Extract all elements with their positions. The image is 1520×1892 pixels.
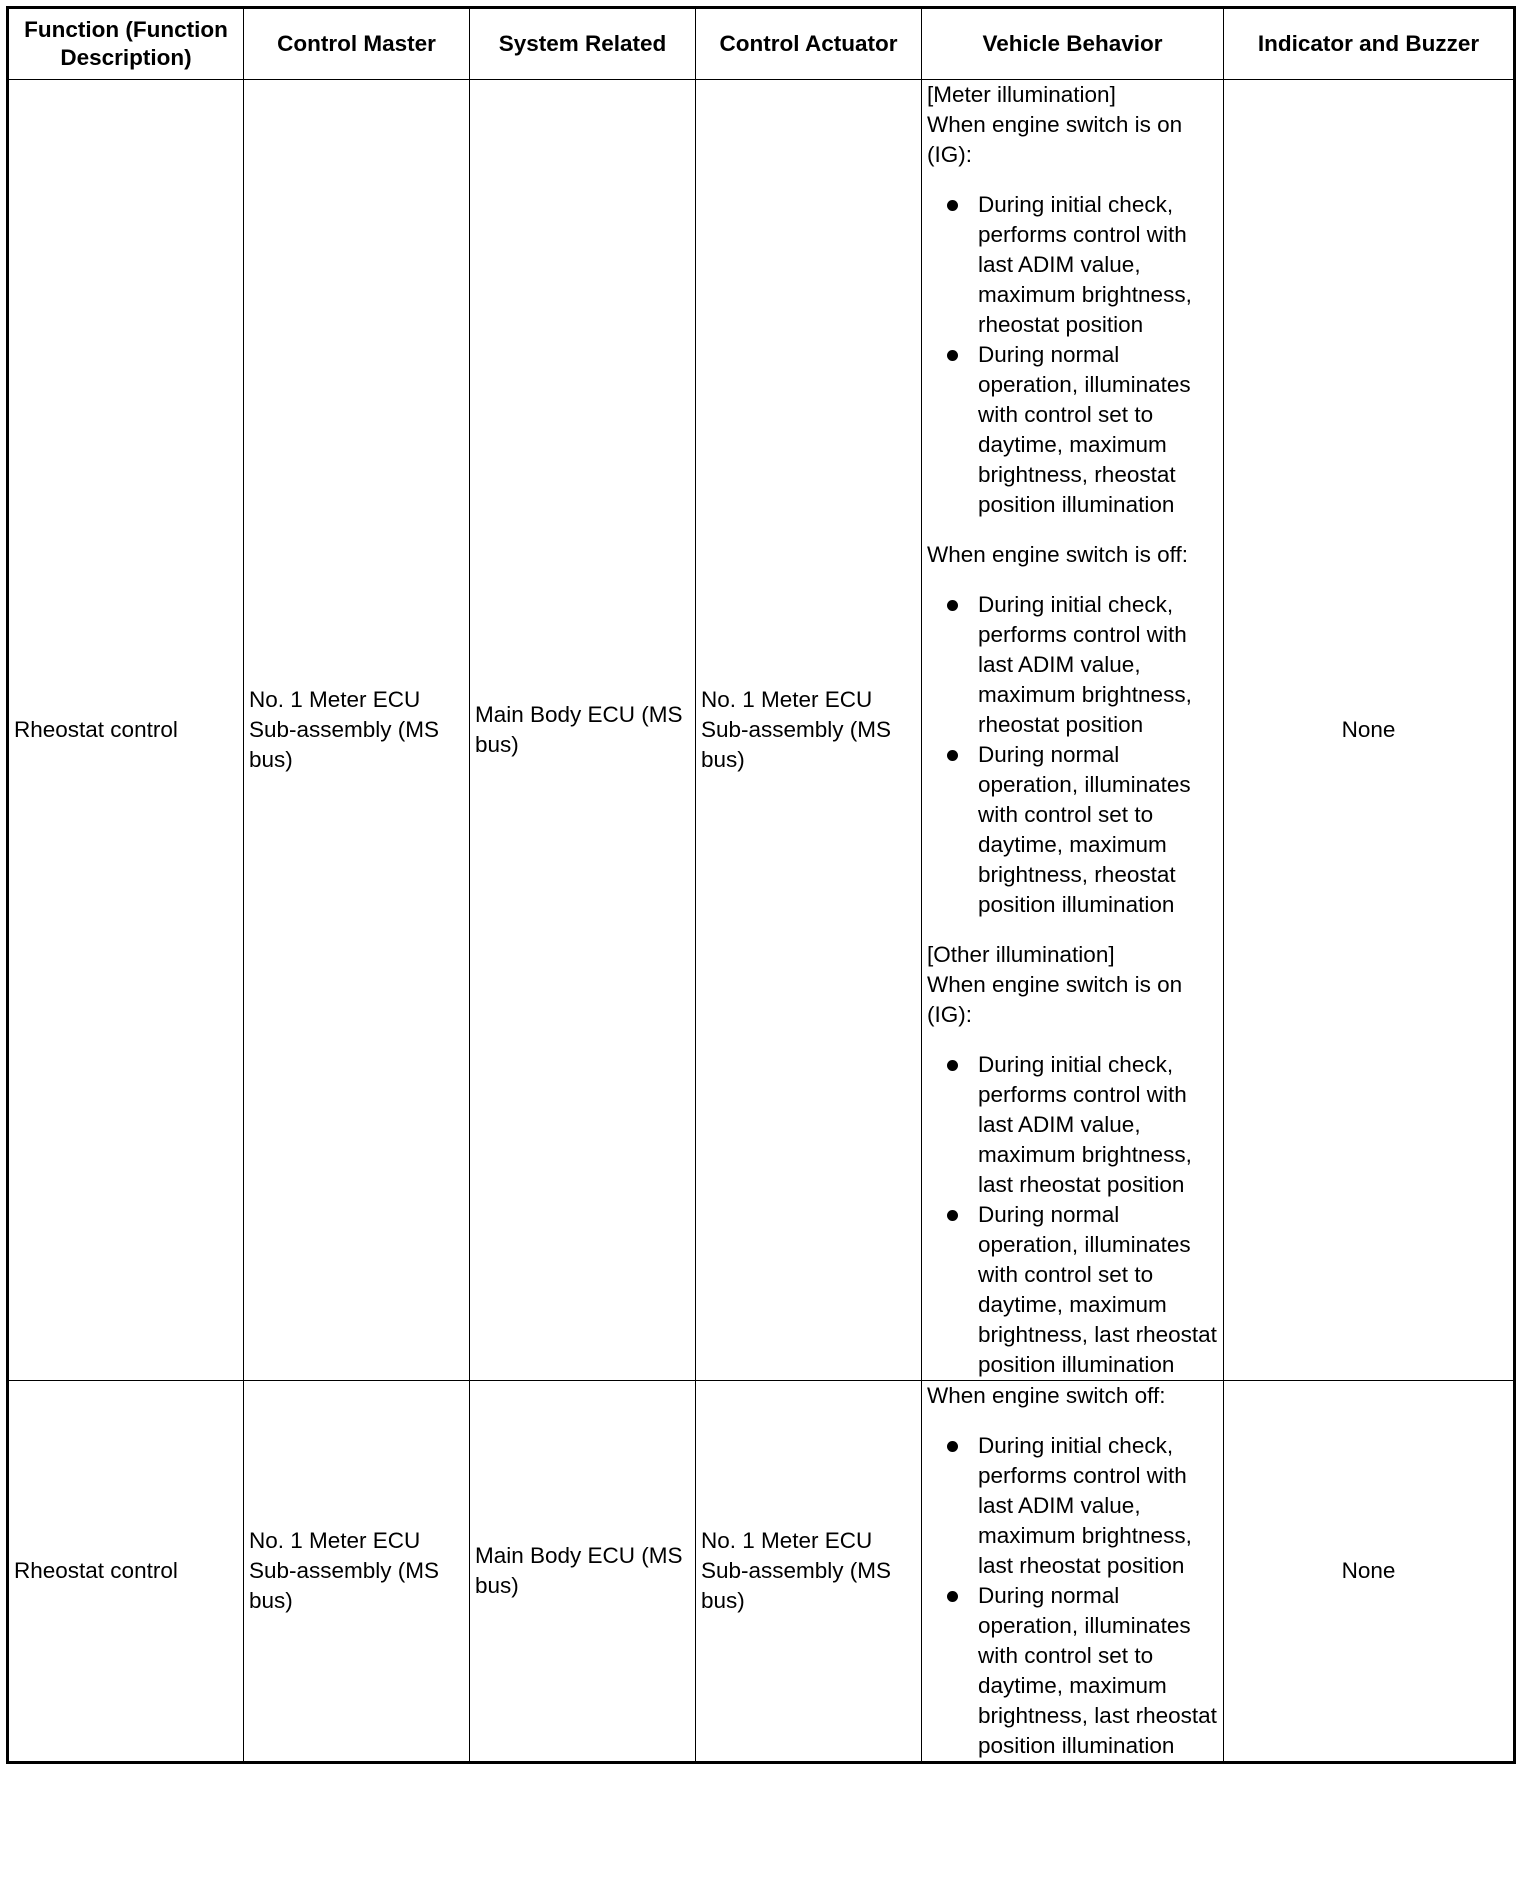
bullet-item: During normal operation, illuminates with control set to daytime, maximum brightness, last rheostat position illumination [978, 1581, 1218, 1761]
meter-illumination-title: [Meter illumination] [927, 82, 1116, 107]
control-actuator-cell: No. 1 Meter ECU Sub-assembly (MS bus) [696, 80, 922, 1381]
table-row [8, 80, 1515, 1381]
function-cell: Rheostat control [8, 1381, 244, 1763]
vehicle-behavior-cell [922, 1381, 1224, 1763]
control-master-cell: No. 1 Meter ECU Sub-assembly (MS bus) [244, 80, 470, 1381]
indicator-buzzer-cell: None [1224, 1381, 1515, 1763]
header-control-actuator: Control Actuator [696, 8, 922, 80]
function-cell: Rheostat control [8, 80, 244, 1381]
header-indicator-buzzer: Indicator and Buzzer [1224, 8, 1515, 80]
bullet-item: During normal operation, illuminates with control set to daytime, maximum brightness, last rheostat position illumination [978, 1200, 1218, 1380]
header-vehicle-behavior: Vehicle Behavior [922, 8, 1224, 80]
rheostat-control-table [6, 6, 1516, 1764]
bullet-item: During normal operation, illuminates with control set to daytime, maximum brightness, rheostat position illumination [978, 340, 1218, 520]
vehicle-behavior-cell [922, 80, 1224, 1381]
engine-off-label: When engine switch off: [927, 1383, 1166, 1408]
bullet-item: During initial check, performs control with last ADIM value, maximum brightness, last rheostat position [978, 1050, 1218, 1200]
engine-off-bullet-list [927, 1431, 1218, 1761]
bullet-item: During initial check, performs control with last ADIM value, maximum brightness, last rheostat position [978, 1431, 1218, 1581]
table-row [8, 1381, 1515, 1763]
engine-off-label: When engine switch is off: [927, 542, 1188, 567]
system-related-cell: Main Body ECU (MS bus) [470, 80, 696, 1381]
bullet-item: During initial check, performs control with last ADIM value, maximum brightness, rheostat position [978, 190, 1218, 340]
indicator-buzzer-cell: None [1224, 80, 1515, 1381]
header-control-master: Control Master [244, 8, 470, 80]
other-illumination-title: [Other illumination] [927, 942, 1115, 967]
engine-on-bullet-list [927, 190, 1218, 520]
header-row [8, 8, 1515, 80]
control-actuator-cell: No. 1 Meter ECU Sub-assembly (MS bus) [696, 1381, 922, 1763]
system-related-cell: Main Body ECU (MS bus) [470, 1381, 696, 1763]
header-system-related: System Related [470, 8, 696, 80]
bullet-item: During initial check, performs control with last ADIM value, maximum brightness, rheostat position [978, 590, 1218, 740]
bullet-item: During normal operation, illuminates with control set to daytime, maximum brightness, rheostat position illumination [978, 740, 1218, 920]
engine-on-label: When engine switch is on (IG): [927, 112, 1183, 167]
other-engine-on-label: When engine switch is on (IG): [927, 972, 1183, 1027]
engine-off-bullet-list [927, 590, 1218, 920]
other-engine-on-bullet-list [927, 1050, 1218, 1380]
header-function: Function (Function Description) [8, 8, 244, 80]
control-master-cell: No. 1 Meter ECU Sub-assembly (MS bus) [244, 1381, 470, 1763]
